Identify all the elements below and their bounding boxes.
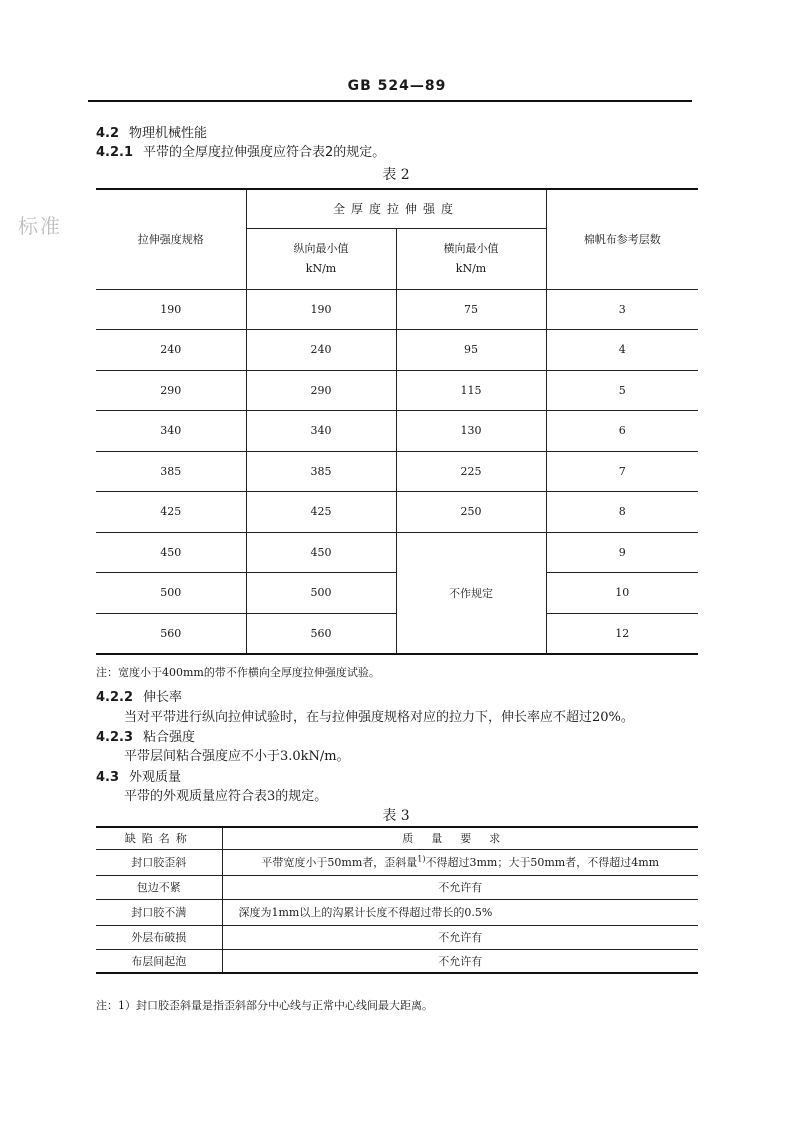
cell-requirement: 深度为1mm以上的沟累计长度不得超过带长的0.5% (222, 899, 698, 925)
table3-note: 注：1）封口胶歪斜量是指歪斜部分中心线与正常中心线间最大距离。 (96, 999, 433, 1012)
table-row (96, 491, 698, 532)
cell-transverse: 225 (396, 451, 546, 491)
cell-transverse: 95 (396, 329, 546, 370)
cell-spec: 190 (96, 289, 246, 329)
cell-transverse: 130 (396, 410, 546, 451)
cell-layers: 12 (546, 613, 698, 654)
table2-note: 注：宽度小于400mm的带不作横向全厚度拉伸强度试验。 (96, 666, 380, 679)
table-row (96, 532, 698, 572)
cell-longitudinal: 340 (246, 410, 396, 451)
header-transverse-label: 横向最小值 (443, 241, 499, 255)
cell-requirement: 不允许有 (222, 925, 698, 949)
table3-header-row (96, 827, 698, 849)
cell-requirement (222, 849, 698, 875)
header-spec: 拉伸强度规格 (96, 189, 246, 289)
header-rule (88, 100, 692, 102)
cell-longitudinal: 240 (246, 329, 396, 370)
table3 (96, 826, 698, 974)
requirement-text-part1: 平带宽度小于50mm者，歪斜量 (261, 856, 418, 869)
requirement-text-part2: 不得超过3mm；大于50mm者，不得超过4mm (425, 856, 660, 869)
cell-longitudinal: 560 (246, 613, 396, 654)
table-row (96, 451, 698, 491)
cell-defect: 外层布破损 (96, 925, 222, 949)
table-row (96, 370, 698, 410)
cell-longitudinal: 500 (246, 572, 396, 613)
cell-longitudinal: 425 (246, 491, 396, 532)
section-title: 外观质量 (129, 770, 182, 785)
cell-transverse-not-specified: 不作规定 (396, 532, 546, 654)
cell-longitudinal: 290 (246, 370, 396, 410)
section-4-2-2-text: 当对平带进行纵向拉伸试验时，在与拉伸强度规格对应的拉力下，伸长率应不超过20%。 (124, 710, 634, 725)
header-transverse (396, 228, 546, 289)
table-row (96, 949, 698, 973)
section-4-2-2-heading (96, 686, 182, 705)
section-number: 4.2.3 (96, 730, 134, 745)
cell-layers: 6 (546, 410, 698, 451)
cell-transverse: 75 (396, 289, 546, 329)
section-4-3-text: 平带的外观质量应符合表3的规定。 (124, 789, 328, 804)
cell-layers: 4 (546, 329, 698, 370)
footnote-marker: 1) (417, 854, 426, 864)
cell-requirement: 不允许有 (222, 949, 698, 973)
cell-longitudinal: 450 (246, 532, 396, 572)
table-row (96, 410, 698, 451)
section-4-2-1 (96, 141, 385, 160)
section-4-2-3-text: 平带层间粘合强度应不小于3.0kN/m。 (124, 749, 350, 764)
header-layers: 棉帆布参考层数 (583, 233, 661, 247)
header-defect-name: 缺陷名称 (96, 827, 222, 849)
watermark-text: 标准 (18, 214, 62, 238)
section-4-3-heading (96, 766, 181, 785)
cell-longitudinal: 190 (246, 289, 396, 329)
section-number: 4.3 (96, 770, 120, 785)
cell-spec: 450 (96, 532, 246, 572)
table2-caption: 表 2 (382, 167, 410, 183)
cell-transverse: 115 (396, 370, 546, 410)
header-longitudinal-label: 纵向最小值 (293, 241, 349, 255)
header-tensile-group: 全厚度拉伸强度 (246, 189, 546, 228)
table-row (96, 899, 698, 925)
cell-spec: 340 (96, 410, 246, 451)
cell-spec: 240 (96, 329, 246, 370)
table-row (96, 875, 698, 899)
header-transverse-unit: kN/m (455, 261, 487, 275)
section-title: 粘合强度 (143, 730, 196, 745)
cell-layers: 8 (546, 491, 698, 532)
table-row (96, 849, 698, 875)
table-row (96, 289, 698, 329)
cell-spec: 500 (96, 572, 246, 613)
cell-defect: 封口胶歪斜 (96, 849, 222, 875)
cell-requirement: 不允许有 (222, 875, 698, 899)
cell-transverse: 250 (396, 491, 546, 532)
header-longitudinal-unit: kN/m (305, 261, 337, 275)
header-longitudinal (246, 228, 396, 289)
cell-layers: 5 (546, 370, 698, 410)
header-quality-requirement: 质量要求 (402, 832, 519, 846)
cell-defect: 布层间起泡 (96, 949, 222, 973)
table2 (96, 188, 698, 655)
section-4-2-3-heading (96, 726, 195, 745)
table3-caption: 表 3 (382, 808, 410, 824)
cell-defect: 封口胶不满 (96, 899, 222, 925)
section-text: 平带的全厚度拉伸强度应符合表2的规定。 (143, 145, 386, 160)
section-number: 4.2 (96, 126, 120, 141)
cell-layers: 3 (546, 289, 698, 329)
table-row (96, 925, 698, 949)
cell-spec: 425 (96, 491, 246, 532)
cell-defect: 包边不紧 (96, 875, 222, 899)
cell-spec: 290 (96, 370, 246, 410)
section-4-2-heading (96, 122, 207, 141)
cell-spec: 560 (96, 613, 246, 654)
cell-longitudinal: 385 (246, 451, 396, 491)
cell-spec: 385 (96, 451, 246, 491)
document-code: GB 524—89 (347, 78, 447, 94)
section-number: 4.2.1 (96, 145, 134, 160)
cell-layers: 9 (546, 532, 698, 572)
cell-layers: 7 (546, 451, 698, 491)
section-title: 伸长率 (143, 690, 183, 705)
section-title: 物理机械性能 (129, 126, 208, 141)
cell-layers: 10 (546, 572, 698, 613)
table-row (96, 329, 698, 370)
section-number: 4.2.2 (96, 690, 134, 705)
